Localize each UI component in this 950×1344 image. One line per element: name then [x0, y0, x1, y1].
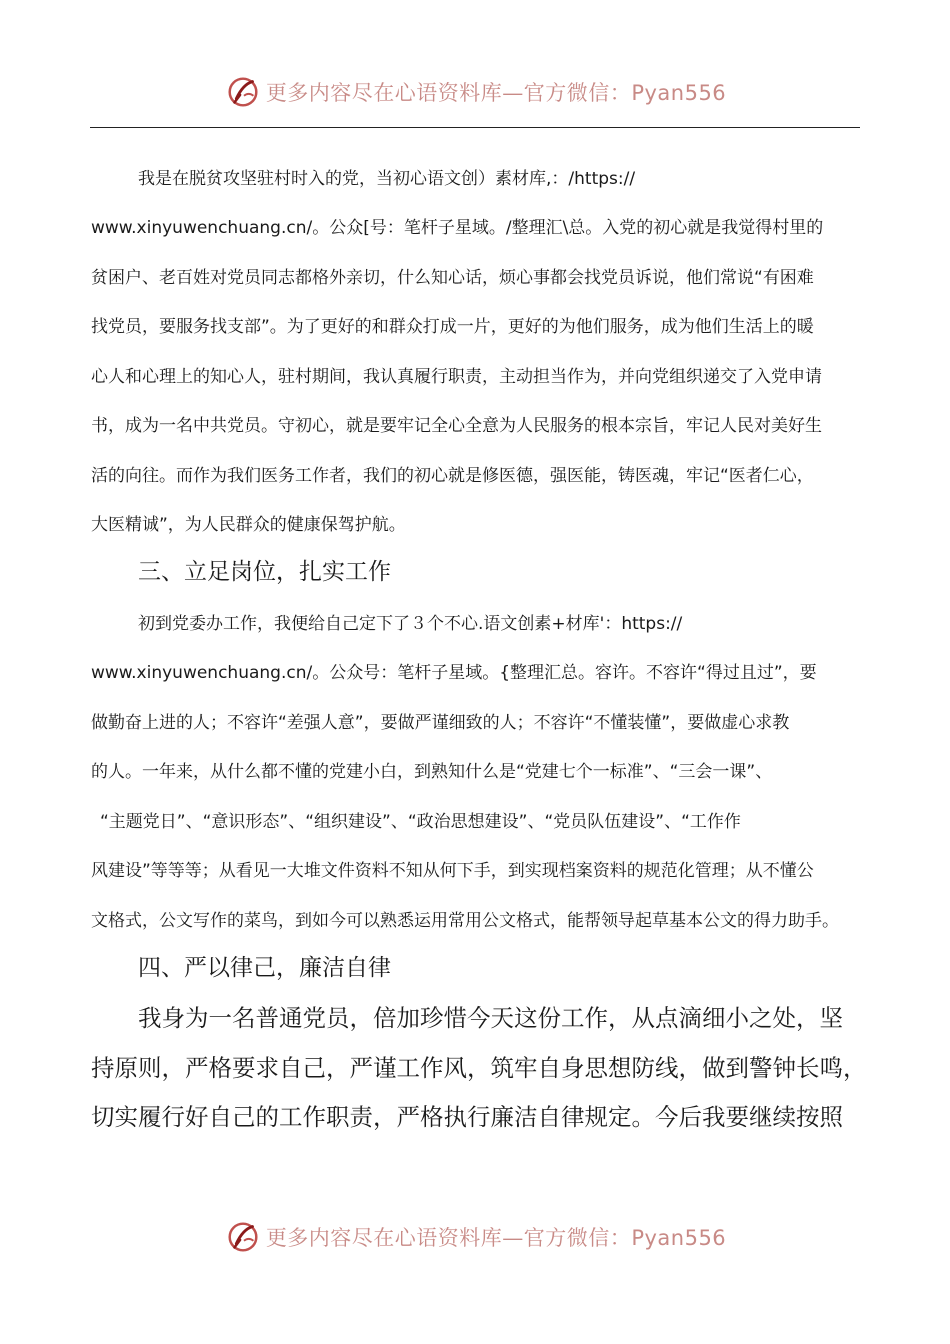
footer-banner — [0, 1215, 950, 1259]
banner-text — [266, 77, 726, 107]
banner-wechat-id: Pyan556 — [631, 81, 727, 105]
section-heading-4: 四、严以律己，廉洁自律 — [138, 955, 391, 981]
paragraph-line: “主题党日”、“意识形态”、“组织建设”、“政治思想建设”、“党员队伍建设”、“工作作 — [100, 812, 741, 832]
paragraph-line: 找党员，要服务找支部”。为了更好的和群众打成一片，更好的为他们服务，成为他们生活上的暖 — [91, 317, 814, 337]
paragraph-line: 初到党委办工作，我便给自己定下了３个不心.语文创素+材库'：https:// — [138, 614, 683, 634]
banner-slogan: 更多内容尽在心语资料库—官方微信： — [265, 1226, 632, 1250]
brand-logo-icon — [224, 73, 262, 111]
paragraph-line: 我是在脱贫攻坚驻村时入的党，当初心语文创）素材库,：/https:// — [138, 169, 636, 189]
paragraph-line: 文格式，公文写作的菜鸟，到如今可以熟悉运用常用公文格式，能帮领导起草基本公文的得力助手。 — [91, 911, 839, 931]
paragraph-line: 心人和心理上的知心人，驻村期间，我认真履行职责，主动担当作为，并向党组织递交了入党申请 — [91, 367, 822, 387]
paragraph-line-large: 持原则，严格要求自己，严谨工作风，筑牢自身思想防线，做到警钟长鸣， — [91, 1054, 867, 1082]
banner-slogan: 更多内容尽在心语资料库—官方微信： — [265, 81, 632, 105]
paragraph-line-large: 我身为一名普通党员，倍加珍惜今天这份工作，从点滴细小之处，坚 — [138, 1004, 843, 1032]
paragraph-line: 的人。一年来，从什么都不懂的党建小白，到熟知什么是“党建七个一标准”、“三会一课”、 — [91, 762, 773, 782]
paragraph-line: 活的向往。而作为我们医务工作者，我们的初心就是修医德，强医能，铸医魂，牢记“医者仁心， — [91, 466, 814, 486]
section-heading-3: 三、立足岗位，扎实工作 — [138, 559, 391, 585]
banner-wechat-id: Pyan556 — [631, 1226, 727, 1250]
paragraph-line: www.xinyuwenchuang.cn/。公众[号：笔杆子星域。/整理汇\总。入党的初心就是我觉得村里的 — [91, 218, 824, 238]
paragraph-line: 贫困户、老百姓对党员同志都格外亲切，什么知心话，烦心事都会找党员诉说，他们常说“有困难 — [91, 268, 814, 288]
paragraph-line: 书，成为一名中共党员。守初心，就是要牢记全心全意为人民服务的根本宗旨，牢记人民对美好生 — [91, 416, 822, 436]
banner-text — [266, 1222, 726, 1252]
paragraph-line-large: 切实履行好自己的工作职责，严格执行廉洁自律规定。今后我要继续按照 — [91, 1103, 843, 1131]
header-divider — [90, 127, 860, 128]
header-banner — [0, 70, 950, 114]
paragraph-line: www.xinyuwenchuang.cn/。公众号：笔杆子星域。{整理汇总。容许。不容许“得过且过”，要 — [91, 663, 817, 683]
paragraph-line: 做勤奋上进的人；不容许“差强人意”，要做严谨细致的人；不容许“不懂装懂”，要做虚心求教 — [91, 713, 790, 733]
paragraph-line: 大医精诚”，为人民群众的健康保驾护航。 — [91, 515, 406, 535]
paragraph-line: 风建设”等等等；从看见一大堆文件资料不知从何下手，到实现档案资料的规范化管理；从不懂公 — [91, 861, 814, 881]
brand-logo-icon — [224, 1218, 262, 1256]
